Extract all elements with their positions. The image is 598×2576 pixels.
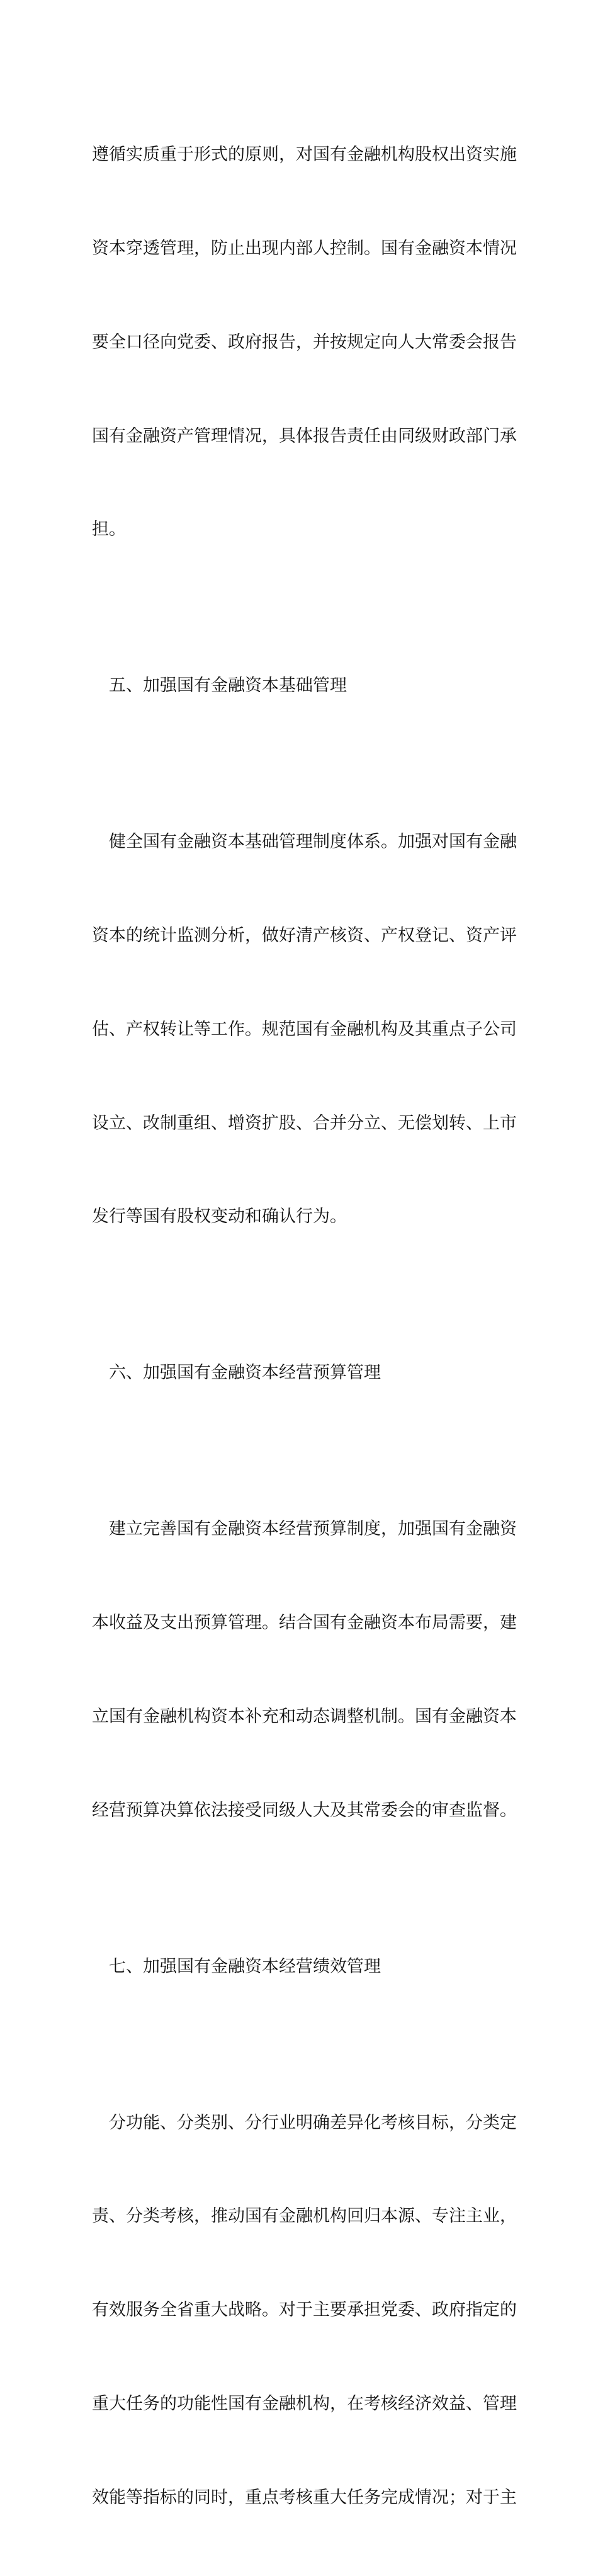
text-line: 担。 (92, 520, 126, 540)
text-line: 本收益及支出预算管理。结合国有金融资本布局需要，建 (92, 1613, 517, 1633)
heading-text: 六、加强国有金融资本经营预算管理 (92, 1363, 381, 1383)
text-line: 有效服务全省重大战略。对于主要承担党委、政府指定的 (92, 2300, 517, 2320)
text-line: 责、分类考核，推动国有金融机构回归本源、专注主业， (92, 2206, 517, 2226)
paragraph-capital-penetration (92, 77, 517, 608)
section-heading-5 (92, 608, 509, 764)
text-line: 分功能、分类别、分行业明确差异化考核目标，分类定 (92, 2112, 517, 2133)
heading-text: 五、加强国有金融资本基础管理 (92, 676, 347, 696)
paragraph-performance-management (92, 2044, 517, 2575)
text-line: 效能等指标的同时，重点考核重大任务完成情况；对于主 (92, 2487, 517, 2507)
text-line: 遵循实质重于形式的原则，对国有金融机构股权出资实施 (92, 145, 517, 165)
text-line: 建立完善国有金融资本经营预算制度，加强国有金融资 (92, 1519, 517, 1539)
section-heading-6 (92, 1295, 509, 1451)
text-line: 立国有金融机构资本补充和动态调整机制。国有金融资本 (92, 1706, 517, 1726)
text-line: 估、产权转让等工作。规范国有金融机构及其重点子公司 (92, 1019, 517, 1039)
text-line: 发行等国有股权变动和确认行为。 (92, 1207, 347, 1227)
paragraph-basic-management (92, 764, 517, 1295)
document-body (92, 77, 517, 2576)
heading-text: 七、加强国有金融资本经营绩效管理 (92, 1956, 381, 1976)
section-heading-7 (92, 1888, 509, 2044)
text-line: 重大任务的功能性国有金融机构，在考核经济效益、管理 (92, 2393, 517, 2414)
text-line: 设立、改制重组、增资扩股、合并分立、无偿划转、上市 (92, 1113, 517, 1133)
text-line: 国有金融资产管理情况，具体报告责任由同级财政部门承 (92, 426, 517, 446)
text-line: 健全国有金融资本基础管理制度体系。加强对国有金融 (92, 832, 517, 852)
text-line: 资本的统计监测分析，做好清产核资、产权登记、资产评 (92, 926, 517, 946)
paragraph-budget-management (92, 1451, 517, 1888)
text-line: 资本穿透管理，防止出现内部人控制。国有金融资本情况 (92, 238, 517, 258)
text-line: 要全口径向党委、政府报告，并按规定向人大常委会报告 (92, 332, 517, 352)
text-line: 经营预算决算依法接受同级人大及其常委会的审查监督。 (92, 1800, 517, 1820)
